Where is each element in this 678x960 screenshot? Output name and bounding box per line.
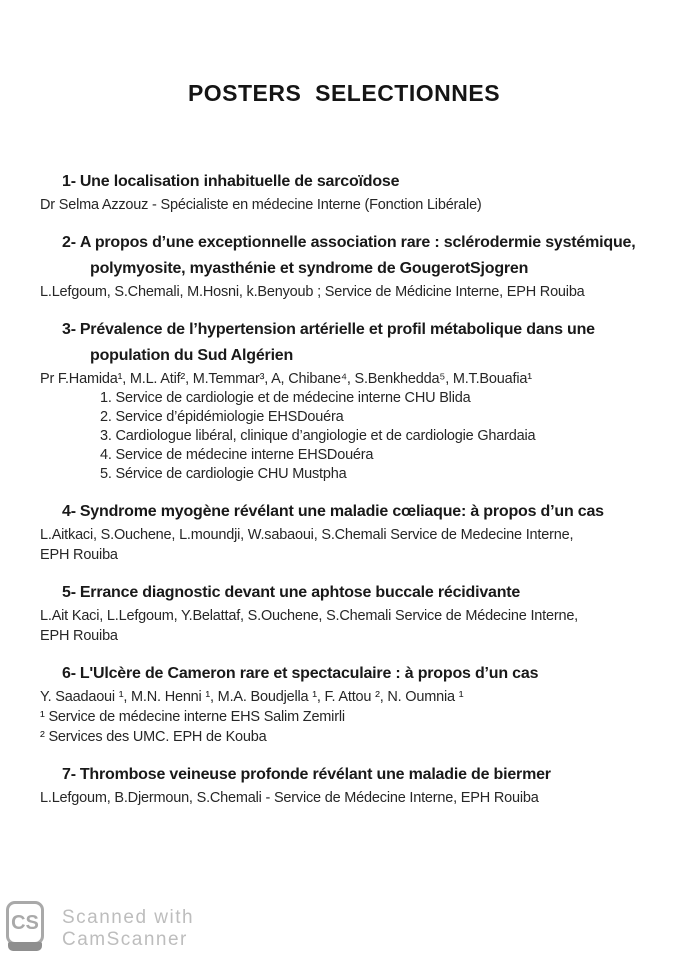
author-line: L.Lefgoum, B.Djermoun, S.Chemali - Service de Médecine Interne, EPH Rouiba — [40, 790, 539, 806]
author-line: L.Ait Kaci, L.Lefgoum, Y.Belattaf, S.Ouchene, S.Chemali Service de Médecine Interne, — [40, 608, 579, 624]
affiliation-line: 2. Service d’épidémiologie EHSDouéra — [100, 409, 344, 425]
poster-item — [40, 317, 648, 484]
poster-item — [40, 230, 648, 302]
poster-number: 1- — [62, 173, 76, 190]
cs-logo-box — [6, 901, 44, 945]
poster-title-text: L'Ulcère de Cameron rare et spectaculaire : à propos d’un cas — [79, 665, 539, 682]
poster-authors — [40, 525, 648, 565]
author-line: Pr F.Hamida¹, M.L. Atif², M.Temmar³, A, Chibane⁴, S.Benkhedda⁵, M.T.Bouafia¹ — [40, 371, 532, 387]
watermark-text — [62, 907, 194, 951]
poster-number: 5- — [62, 584, 76, 601]
poster-notes — [40, 707, 648, 747]
poster-item — [40, 762, 648, 808]
poster-heading — [40, 762, 648, 788]
cs-logo-text: CS — [11, 911, 39, 934]
poster-heading — [40, 230, 648, 282]
watermark-line2: CamScanner — [62, 929, 188, 950]
poster-item — [40, 169, 648, 215]
poster-item — [40, 661, 648, 747]
author-line: Dr Selma Azzouz - Spécialiste en médecine Interne (Fonction Libérale) — [40, 197, 482, 213]
affiliation-line: 5. Sérvice de cardiologie CHU Mustpha — [100, 466, 347, 482]
camscanner-watermark — [6, 901, 194, 951]
poster-heading — [40, 580, 648, 606]
author-line: L.Aitkaci, S.Ouchene, L.moundji, W.sabaoui, S.Chemali Service de Medecine Interne, — [40, 527, 574, 543]
poster-title-text: Errance diagnostic devant une aphtose buccale récidivante — [79, 584, 521, 601]
cs-logo-base — [8, 942, 42, 951]
affiliation-line: 1. Service de cardiologie et de médecine interne CHU Blida — [100, 390, 471, 406]
poster-heading — [40, 661, 648, 687]
camscanner-logo-icon — [6, 901, 44, 951]
poster-item — [40, 499, 648, 565]
poster-title-text: Syndrome myogène révélant une maladie cœliaque: à propos d’un cas — [79, 503, 604, 520]
poster-number: 6- — [62, 665, 76, 682]
poster-number: 2- — [62, 234, 76, 251]
poster-title-text: A propos d’une exceptionnelle association rare : sclérodermie systémique, polymyosite, myasthénie et syndrome de GougerotSjogren — [79, 234, 636, 277]
poster-heading — [40, 169, 648, 195]
poster-title-text: Une localisation inhabituelle de sarcoïdose — [79, 173, 400, 190]
poster-authors — [40, 195, 648, 215]
poster-authors — [40, 369, 648, 389]
poster-authors — [40, 687, 648, 707]
poster-title-text: Prévalence de l’hypertension artérielle et profil métabolique dans une population du Sud Algérien — [79, 321, 595, 364]
watermark-line1: Scanned with — [62, 907, 195, 928]
poster-authors — [40, 606, 648, 646]
author-line: EPH Rouiba — [40, 628, 118, 644]
poster-list — [40, 169, 648, 808]
poster-number: 7- — [62, 766, 76, 783]
poster-authors — [40, 788, 648, 808]
affiliation-line: 4. Service de médecine interne EHSDouéra — [100, 447, 374, 463]
author-line: Y. Saadaoui ¹, M.N. Henni ¹, M.A. Boudjella ¹, F. Attou ², N. Oumnia ¹ — [40, 689, 464, 705]
note-line: ² Services des UMC. EPH de Kouba — [40, 729, 267, 745]
poster-affiliations — [100, 389, 648, 484]
poster-number: 4- — [62, 503, 76, 520]
note-line: ¹ Service de médecine interne EHS Salim Zemirli — [40, 709, 345, 725]
poster-heading — [40, 317, 648, 369]
poster-heading — [40, 499, 648, 525]
author-line: L.Lefgoum, S.Chemali, M.Hosni, k.Benyoub ; Service de Médicine Interne, EPH Rouiba — [40, 284, 585, 300]
page-title: POSTERS SELECTIONNES — [187, 80, 501, 106]
affiliation-line: 3. Cardiologue libéral, clinique d’angiologie et de cardiologie Ghardaia — [100, 428, 536, 444]
poster-title-text: Thrombose veineuse profonde révélant une maladie de biermer — [79, 766, 551, 783]
poster-item — [40, 580, 648, 646]
poster-number: 3- — [62, 321, 76, 338]
poster-authors — [40, 282, 648, 302]
author-line: EPH Rouiba — [40, 547, 118, 563]
